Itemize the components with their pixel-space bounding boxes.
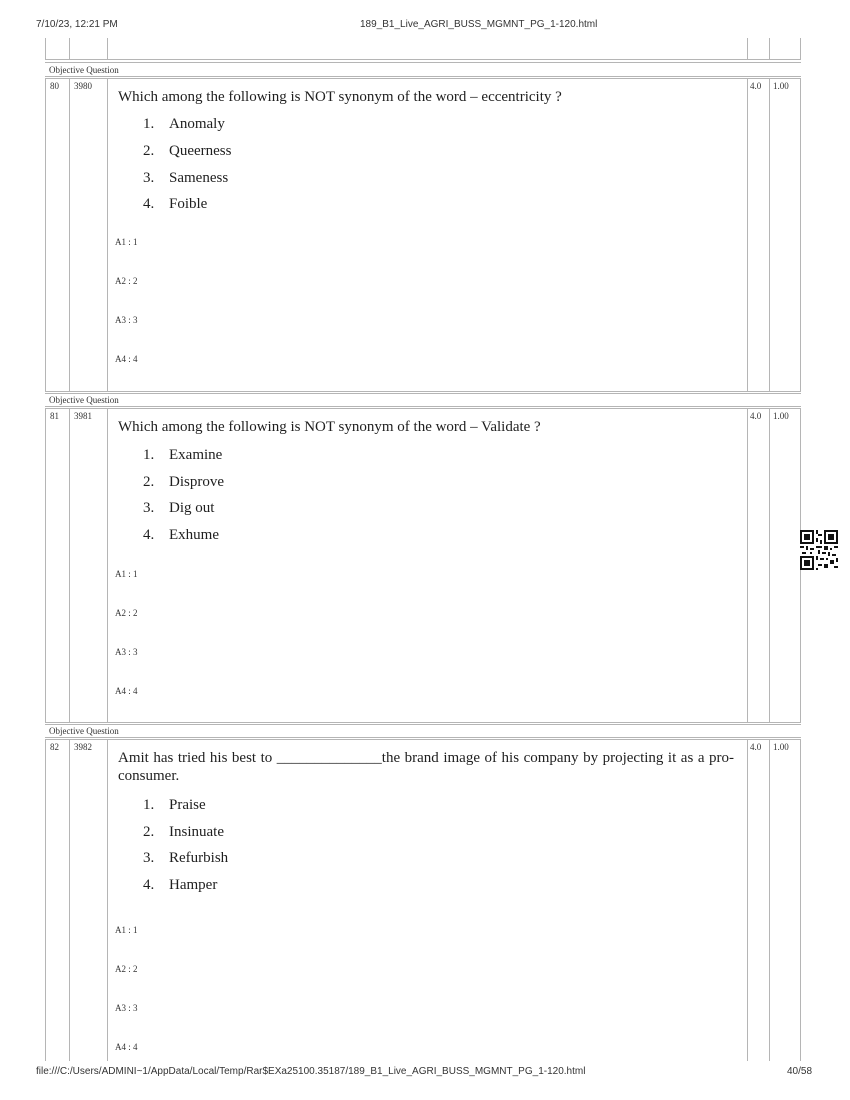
- option-text: Refurbish: [169, 850, 229, 866]
- question-id: 3980: [74, 81, 92, 91]
- print-doc-title: 189_B1_Live_AGRI_BUSS_MGMNT_PG_1-120.html: [360, 19, 598, 30]
- option-number: 4.: [143, 196, 155, 212]
- answer-label: A2 : 2: [115, 608, 138, 618]
- marks-cell: [747, 408, 770, 723]
- page-number: 40/58: [787, 1066, 813, 1077]
- option-number: 2.: [143, 143, 155, 159]
- answer-label: A4 : 4: [115, 1042, 138, 1052]
- answer-label: A3 : 3: [115, 315, 138, 325]
- question-id-cell: [69, 78, 108, 392]
- divider: [45, 76, 801, 77]
- option-item: [143, 142, 231, 160]
- option-item: [143, 796, 206, 814]
- option-number: 2.: [143, 474, 155, 490]
- answer-label: A1 : 1: [115, 925, 138, 935]
- option-text: Dig out: [169, 500, 215, 516]
- option-text: Exhume: [169, 527, 219, 543]
- option-item: [143, 823, 224, 841]
- marks: 4.0: [750, 81, 762, 91]
- question-id-cell: [69, 408, 108, 723]
- marks: 4.0: [750, 742, 762, 752]
- divider: [45, 62, 801, 63]
- option-number: 3.: [143, 170, 155, 186]
- option-item: [143, 446, 222, 464]
- serial-number: 81: [50, 411, 59, 421]
- answer-label: A4 : 4: [115, 686, 138, 696]
- option-number: 3.: [143, 500, 155, 516]
- answer-label: A3 : 3: [115, 647, 138, 657]
- answer-label: A1 : 1: [115, 569, 138, 579]
- option-item: [143, 473, 224, 491]
- option-text: Queerness: [169, 143, 232, 159]
- option-number: 1.: [143, 116, 155, 132]
- option-item: [143, 876, 217, 894]
- option-item: [143, 195, 207, 213]
- option-text: Examine: [169, 447, 223, 463]
- option-text: Anomaly: [169, 116, 225, 132]
- answer-label: A2 : 2: [115, 964, 138, 974]
- print-datetime: 7/10/23, 12:21 PM: [36, 19, 118, 30]
- question-text: Which among the following is NOT synonym of the word – eccentricity ?: [118, 89, 562, 105]
- option-item: [143, 849, 228, 867]
- question-type-label: Objective Question: [49, 726, 119, 736]
- serial-number: 82: [50, 742, 59, 752]
- print-footer: [0, 1066, 850, 1080]
- answer-label: A3 : 3: [115, 1003, 138, 1013]
- divider: [45, 737, 801, 738]
- question-type-label: Objective Question: [49, 395, 119, 405]
- divider: [45, 724, 801, 725]
- answer-label: A1 : 1: [115, 237, 138, 247]
- marks-cell: [747, 739, 770, 1061]
- prev-row-neg-cell: [769, 38, 801, 60]
- option-text: Sameness: [169, 170, 229, 186]
- question-text: Which among the following is NOT synonym of the word – Validate ?: [118, 419, 541, 435]
- marks: 4.0: [750, 411, 762, 421]
- negative-marks: 1.00: [773, 411, 789, 421]
- option-item: [143, 526, 219, 544]
- option-text: Foible: [169, 196, 208, 212]
- option-item: [143, 115, 225, 133]
- negative-marks: 1.00: [773, 742, 789, 752]
- option-text: Insinuate: [169, 824, 224, 840]
- option-text: Disprove: [169, 474, 224, 490]
- answer-label: A4 : 4: [115, 354, 138, 364]
- answer-label: A2 : 2: [115, 276, 138, 286]
- question-body-cell: [107, 739, 748, 1061]
- qr-code-icon: [800, 530, 838, 570]
- option-text: Praise: [169, 797, 206, 813]
- divider: [45, 406, 801, 407]
- negative-marks-cell: [769, 739, 801, 1061]
- negative-marks-cell: [769, 78, 801, 392]
- option-number: 1.: [143, 447, 155, 463]
- prev-row-body-cell: [107, 38, 748, 60]
- file-path: file:///C:/Users/ADMINI~1/AppData/Local/Temp/Rar$EXa25100.35187/189_B1_Live_AGRI_BUSS_MGMNT_PG_1-120.html: [36, 1066, 586, 1077]
- prev-row-marks-cell: [747, 38, 770, 60]
- option-item: [143, 499, 214, 517]
- question-id: 3982: [74, 742, 92, 752]
- question-text: Amit has tried his best to ______________the brand image of his company by projecting it as a pro-consumer.: [118, 750, 734, 784]
- option-number: 2.: [143, 824, 155, 840]
- question-id-cell: [69, 739, 108, 1061]
- option-number: 4.: [143, 527, 155, 543]
- question-id: 3981: [74, 411, 92, 421]
- option-number: 4.: [143, 877, 155, 893]
- serial-number: 80: [50, 81, 59, 91]
- print-header: [0, 19, 850, 33]
- option-text: Hamper: [169, 877, 218, 893]
- option-number: 1.: [143, 797, 155, 813]
- serial-number-cell: [45, 78, 70, 392]
- serial-number-cell: [45, 739, 70, 1061]
- serial-number-cell: [45, 408, 70, 723]
- prev-row-qid-cell: [69, 38, 108, 60]
- divider: [45, 393, 801, 394]
- option-number: 3.: [143, 850, 155, 866]
- negative-marks-cell: [769, 408, 801, 723]
- question-type-label: Objective Question: [49, 65, 119, 75]
- prev-row-sno-cell: [45, 38, 70, 60]
- option-item: [143, 169, 228, 187]
- negative-marks: 1.00: [773, 81, 789, 91]
- marks-cell: [747, 78, 770, 392]
